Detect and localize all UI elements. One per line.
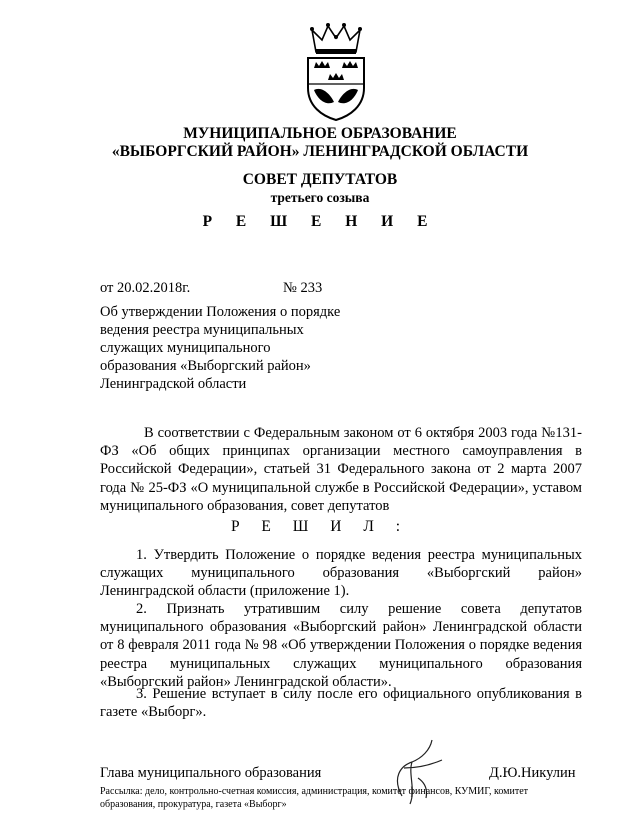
council-title: СОВЕТ ДЕПУТАТОВ (242, 171, 398, 188)
decision-item-text: 3. Решение вступает в силу после его официального опубликования в газете «Выборг». (100, 686, 582, 721)
coat-of-arms-emblem (300, 22, 372, 122)
decision-item-text: 1. Утвердить Положение о порядке ведения реестра муниципальных служащих муниципального образования «Выборгский район» Ленинградской области (приложение 1). (100, 547, 582, 600)
header-line-2: «ВЫБОРГСКИЙ РАЙОН» ЛЕНИНГРАДСКОЙ ОБЛАСТИ (111, 143, 529, 160)
document-type: Р Е Ш Е Н И Е (202, 213, 438, 230)
decision-date: от 20.02.2018г. (100, 280, 191, 296)
convocation: третьего созыва (270, 190, 370, 205)
subject-line: Об утверждении Положения о порядке (100, 304, 341, 320)
signatory-name: Д.Ю.Никулин (489, 765, 576, 781)
preamble-paragraph (100, 424, 582, 515)
decision-item-text: 2. Признать утратившим силу решение совета депутатов муниципального образования «Выборгский район» Ленинградской области от 8 февраля 2011 года № 98 «Об утверждении Положения о порядке ведения реестра муниципальных служащих муниципального образования «Выборгский район» Ленинградской области». (100, 601, 582, 690)
decision-number: № 233 (283, 280, 323, 296)
subject-block (100, 303, 340, 393)
subject-line: образования «Выборгский район» (100, 358, 311, 374)
decision-item-1 (100, 546, 582, 601)
subject-line: ведения реестра муниципальных (100, 322, 304, 338)
decided-heading: Р Е Ш И Л : (230, 518, 410, 535)
header-line-1: МУНИЦИПАЛЬНОЕ ОБРАЗОВАНИЕ (183, 125, 457, 142)
subject-line: служащих муниципального (100, 340, 271, 356)
preamble-text: В соответствии с Федеральным законом от 6 октября 2003 года №131-ФЗ «Об общих принципах организации местного самоуправления в Российской Федерации», статьей 31 Федерального закона от 2 марта 2007 года № 25-ФЗ «О муниципальной службе в Российской Федерации», уставом муниципального образования, совет депутатов (100, 425, 582, 514)
signatory-position: Глава муниципального образования (100, 765, 322, 781)
decision-item-2 (100, 600, 582, 691)
distribution-list: Рассылка: дело, контрольно-счетная комиссия, администрация, комитет финансов, КУМИГ, комитет образования, прокуратура, газета «Выборг» (100, 786, 529, 810)
subject-line: Ленинградской области (100, 376, 247, 392)
decision-item-3 (100, 685, 582, 721)
